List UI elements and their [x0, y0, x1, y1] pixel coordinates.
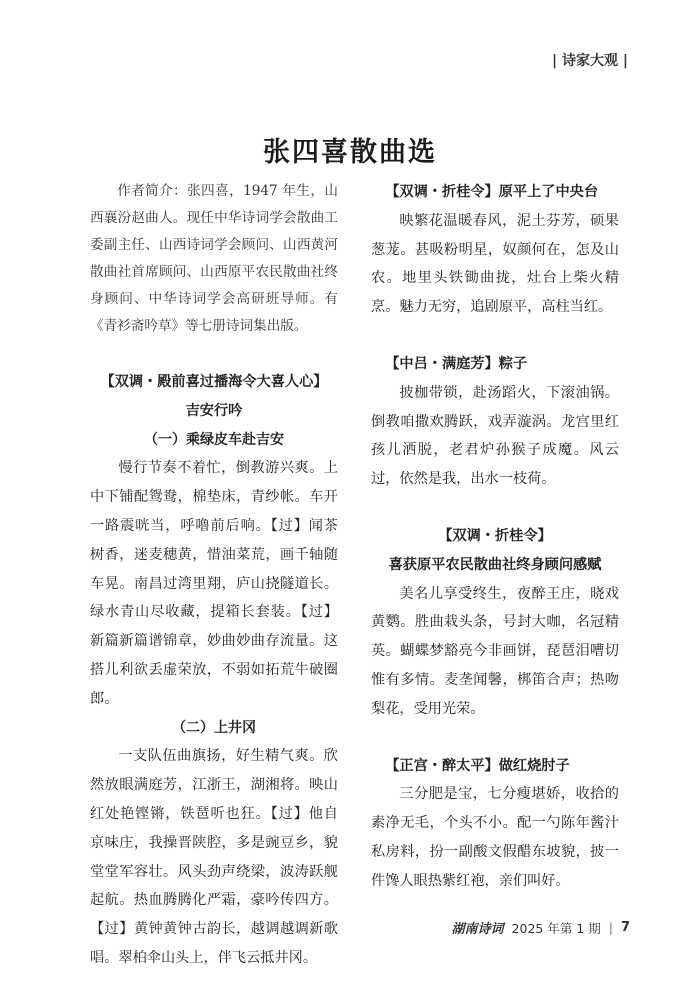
spacer	[371, 322, 619, 350]
poem-heading: 【中吕・满庭芳】粽子	[385, 355, 528, 372]
section-tag: | 诗家大观 |	[552, 53, 628, 69]
right-column	[371, 178, 619, 896]
poem-text: 慢行节奏不着忙，倒教游兴爽。上中下铺配鸳鸯，棉垫床，青纱帐。车开一路震咣当，呼噜前后响。【过】闻茶树香，迷麦穗黄，惜油菜荒，画千轴随车晃。南昌过湾里翔，庐山挠隧道长。绿水青山尽收藏，提箱长套装。【过】新篇新篇谱锦章，妙曲妙曲存流量。这搭儿利欲丢虚荣放，不弱如拓荒牛破圈郎。	[90, 460, 338, 707]
poem-text: 披枷带锁，赴汤蹈火，下滚油锅。倒教咱撒欢腾跃，戏弄漩涡。龙宫里红孩儿洒脱，老君炉孙猴子成魔。风云过，依然是我，出水一枝荷。	[371, 384, 619, 488]
poem-text: 映繁花温暖春风，泥土芬芳，硕果葱茏。甚吸粉明星，奴颜何在，怎及山农。地里头铁锄曲拢，灶台上柴火精烹。魅力无穷，追剧原平，高柱当红。	[371, 212, 619, 316]
poem-text: 三分肥是宝，七分瘦堪娇，收拾的素净无毛，个头不小。配一勺陈年酱汁私房料，扮一副酸文假醋东坡貌，披一件馋人眼热紫红袍，亲们叫好。	[371, 786, 619, 889]
poem-text: 美名儿享受终生，夜醉王庄，晓戏黄鹦。胜曲栽头条，号封大咖，名冠精英。蝴蝶梦豁亮今非画饼，琵琶泪嘈切惟有多情。麦垄闻馨，梆笛合声；热吻梨花，受用光荣。	[371, 585, 619, 717]
issue-label: 2025 年第 1 期	[511, 920, 601, 936]
author-intro: 作者简介：张四喜，1947 年生，山西襄汾赵曲人。现任中华诗词学会散曲工委副主任、山西诗词学会顾问、山西黄河散曲社首席顾问、山西原平农民散曲社终身顾问、中华诗词学会高研班导师。有《青衫斋吟草》等七册诗词集出版。	[90, 183, 338, 334]
poem-text: 一支队伍曲旗扬，好生精气爽。欣然放眼满庭芳，江浙王，湖湘将。映山红处艳铿锵，铁琶听也狂。【过】他自京味庄，我操晋陕腔，多是豌豆乡，貌堂堂军容壮。风头劲声绕梁，波涛跃舰起航。热血腾腾化严霜，豪吟传四方。【过】黄钟黄钟古韵长，越调越调新歌唱。翠柏伞山头上，伴飞云抵井冈。	[90, 748, 338, 966]
page-title: 张四喜散曲选	[263, 137, 437, 168]
part-title: （一）乘绿皮车赴吉安	[144, 431, 284, 448]
part-title: （二）上井冈	[172, 719, 256, 736]
poem-heading: 【正宫・醉太平】做红烧肘子	[385, 757, 570, 774]
poem-heading: 【双调・折桂令】原平上了中央台	[385, 184, 599, 200]
magazine-name: 湖南诗词	[451, 922, 504, 937]
spacer	[90, 340, 338, 368]
page-footer	[452, 918, 630, 937]
page-number: 7	[620, 920, 630, 935]
footer-separator: |	[608, 920, 613, 935]
poem-heading: 【双调・殿前喜过播海令大喜人心】	[100, 374, 328, 390]
poem-subtitle: 喜获原平农民散曲社终身顾问感赋	[388, 556, 602, 573]
poem-subtitle: 吉安行吟	[185, 402, 243, 419]
spacer	[371, 494, 619, 522]
poem-heading: 【双调・折桂令】	[438, 527, 552, 544]
left-column	[90, 178, 338, 973]
spacer	[371, 724, 619, 752]
